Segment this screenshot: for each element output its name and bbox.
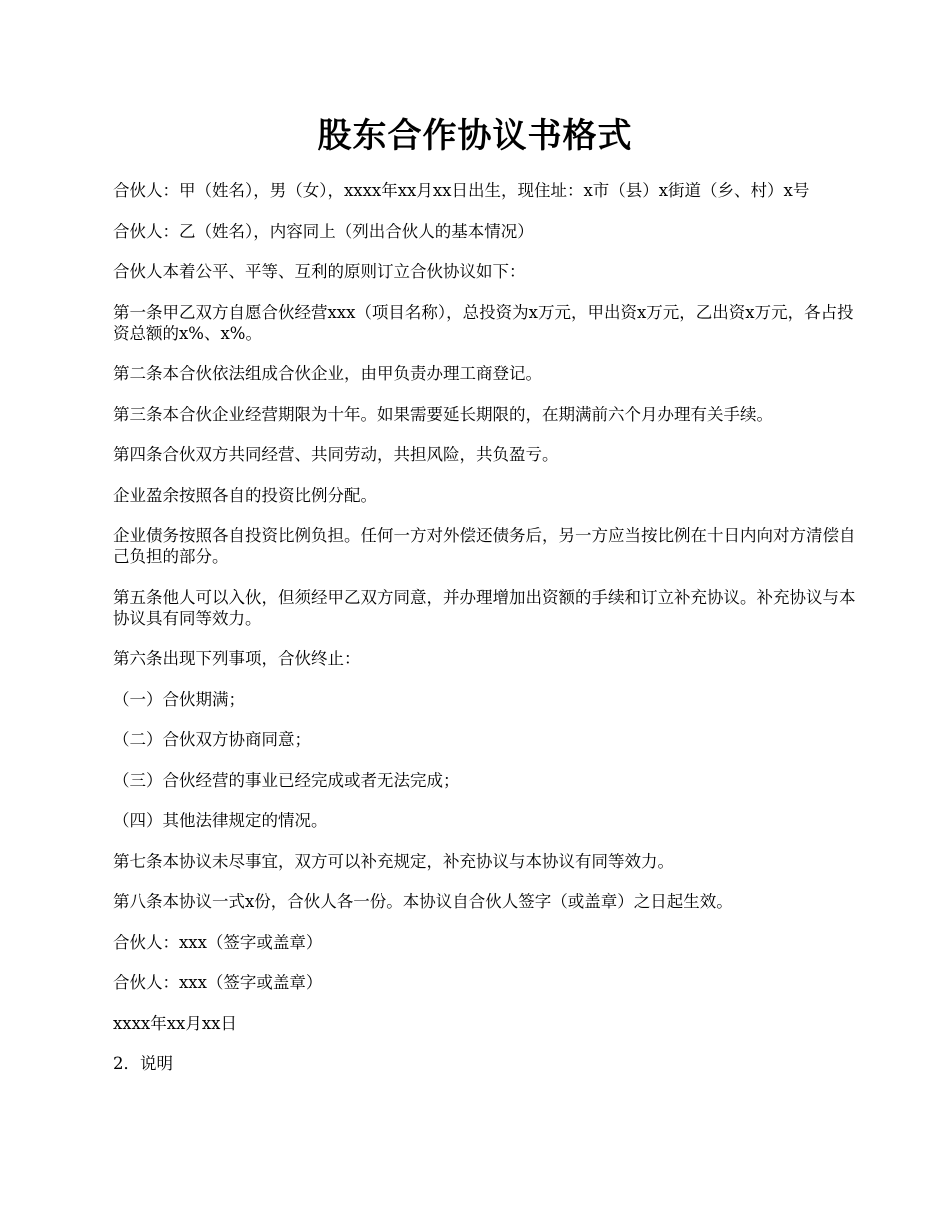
profit-distribution: 企业盈余按照各自的投资比例分配。 (113, 485, 377, 505)
article-1: 第一条甲乙双方自愿合伙经营xxx（项目名称），总投资为x万元，甲出资x万元，乙出资x万元，各占投资总额的x%、x%。 (113, 302, 854, 343)
termination-item-3: （三）合伙经营的事业已经完成或者无法完成； (113, 770, 460, 790)
partner-b-info: 合伙人：乙（姓名），内容同上（列出合伙人的基本情况） (113, 221, 534, 241)
document-body (113, 180, 865, 1094)
article-4: 第四条合伙双方共同经营、共同劳动，共担风险，共负盈亏。 (113, 445, 559, 464)
termination-item-4: （四）其他法律规定的情况。 (113, 811, 328, 830)
debt-sharing: 企业债务按照各自投资比例负担。任何一方对外偿还债务后，另一方应当按比例在十日内向对方清偿自己负担的部分。 (113, 526, 856, 566)
termination-item-1: （一）合伙期满； (113, 689, 245, 709)
signature-line-1: 合伙人：xxx（签字或盖章） (113, 932, 323, 952)
section-heading-explanation: 2．说明 (113, 1054, 173, 1073)
signing-date: xxxx年xx月xx日 (113, 1013, 237, 1033)
article-5: 第五条他人可以入伙，但须经甲乙双方同意，并办理增加出资额的手续和订立补充协议。补充协议与本协议具有同等效力。 (113, 587, 856, 628)
signature-line-2: 合伙人：xxx（签字或盖章） (113, 973, 323, 992)
article-7: 第七条本协议未尽事宜，双方可以补充规定，补充协议与本协议有同等效力。 (113, 851, 674, 871)
article-2: 第二条本合伙依法组成合伙企业，由甲负责办理工商登记。 (113, 364, 542, 383)
document-title: 股东合作协议书格式 (317, 116, 633, 156)
article-6: 第六条出现下列事项，合伙终止： (113, 649, 361, 668)
partner-a-info: 合伙人：甲（姓名），男（女），xxxx年xx月xx日出生，现住址：x市（县）x街道（乡、村）x号 (113, 181, 810, 200)
article-3: 第三条本合伙企业经营期限为十年。如果需要延长期限的，在期满前六个月办理有关手续。 (113, 404, 773, 424)
agreement-preamble: 合伙人本着公平、平等、互利的原则订立合伙协议如下： (113, 262, 526, 281)
article-8: 第八条本协议一式x份，合伙人各一份。本协议自合伙人签字（或盖章）之日起生效。 (113, 892, 733, 911)
termination-item-2: （二）合伙双方协商同意； (113, 730, 311, 749)
